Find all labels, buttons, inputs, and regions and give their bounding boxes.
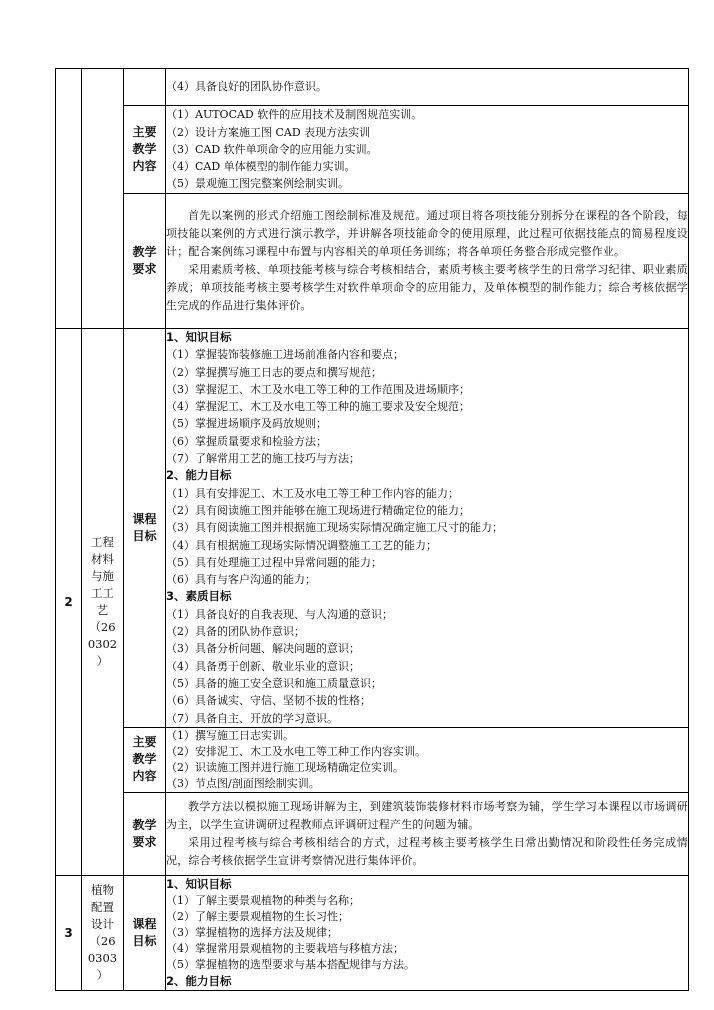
row-1-section-3 bbox=[56, 194, 689, 329]
row-2-section-2-label: 主要 教学 内容 bbox=[124, 727, 166, 792]
text-line: （2）具备的团队协作意识； bbox=[166, 625, 305, 639]
paragraph: 采用过程考核与综合考核相结合的方式，过程考核主要考核学生日常出勤情况和阶段性任务完成情况，综合考核依据学生宣讲考察情况进行集体评价。 bbox=[166, 835, 688, 867]
row-3-course-name: 植物 配置 设计 （26 0303 ） bbox=[82, 875, 124, 991]
row-2-section-1-body bbox=[166, 329, 689, 728]
text-line: （3）节点图/剖面图绘制实训。 bbox=[166, 776, 320, 790]
goal-heading: 2、能力目标 bbox=[166, 468, 232, 483]
row-2-section-2-body bbox=[166, 727, 689, 792]
row-1-course-name bbox=[82, 69, 124, 329]
row-1-section-3-label: 教学 要求 bbox=[124, 194, 166, 329]
text-line: （2）了解主要景观植物的生长习性； bbox=[166, 910, 349, 924]
text-line: （1）AUTOCAD 软件的应用技术及制图规范实训。 bbox=[166, 108, 423, 122]
text-line: （3）具有阅读施工图并根据施工现场实际情况确定施工尺寸的能力； bbox=[166, 521, 503, 535]
text-line: （4）掌握常用景观植物的主要栽培与移植方法； bbox=[166, 942, 404, 956]
text-line: （3）掌握泥工、木工及水电工等工种的工作范围及进场顺序； bbox=[166, 382, 470, 396]
row-2-section-1 bbox=[56, 329, 689, 728]
text-line: （1）具有安排泥工、木工及水电工等工种工作内容的能力； bbox=[166, 486, 459, 500]
text-line: （5）具备的施工安全意识和施工质量意识； bbox=[166, 676, 382, 690]
text-line: （2）识读施工图并进行施工现场精确定位实训。 bbox=[166, 760, 404, 774]
goal-heading: 1、知识目标 bbox=[166, 330, 232, 344]
text-line: （2）设计方案施工图 CAD 表现方法实训 bbox=[166, 125, 371, 139]
row-1-section-2-body bbox=[166, 106, 689, 194]
text-line: （6）掌握质量要求和检验方法； bbox=[166, 434, 327, 448]
text-line: （4）CAD 单体模型的制作能力实训。 bbox=[166, 160, 356, 174]
text-line: （1）了解主要景观植物的种类与名称； bbox=[166, 894, 360, 908]
text-line: （7）了解常用工艺的施工技巧与方法； bbox=[166, 452, 360, 466]
row-1-section-2 bbox=[56, 106, 689, 194]
paragraph: 采用素质考核、单项技能考核与综合考核相结合，素质考核主要考核学生的日常学习纪律、职业素质养成；单项技能考核主要考核学生对软件单项命令的应用能力，及单体模型的制作能力；综合考核依据学生完成的作品进行集体评价。 bbox=[166, 263, 688, 312]
text-line: （1）具备良好的自我表现、与人沟通的意识； bbox=[166, 607, 393, 621]
row-3-section-1-label: 课程 目标 bbox=[124, 875, 166, 991]
row-1-section-1 bbox=[56, 69, 689, 106]
text-line: （4）具有根据施工现场实际情况调整施工工艺的能力； bbox=[166, 538, 437, 552]
goal-heading: 2、能力目标 bbox=[166, 974, 232, 989]
goal-heading: 1、知识目标 bbox=[166, 876, 232, 891]
row-2-section-1-label: 课程 目标 bbox=[124, 329, 166, 728]
text-line: （1）撰写施工日志实训。 bbox=[166, 728, 294, 742]
text-line: （5）掌握植物的选型要求与基本搭配规律与方法。 bbox=[166, 958, 415, 972]
text-line: （6）具有与客户沟通的能力； bbox=[166, 573, 316, 587]
row-3-section-1-body bbox=[166, 875, 689, 991]
row-1-section-1-body bbox=[166, 69, 689, 106]
row-2-section-3-body bbox=[166, 792, 689, 875]
text-line: （4）具备良好的团队协作意识。 bbox=[166, 80, 327, 94]
row-2-section-2 bbox=[56, 727, 689, 792]
row-1-section-3-body bbox=[166, 194, 689, 329]
text-line: （2）具有阅读施工图并能够在施工现场进行精确定位的能力； bbox=[166, 503, 470, 517]
row-1-section-1-label bbox=[124, 69, 166, 106]
text-line: （3）具备分析问题、解决问题的意识； bbox=[166, 642, 360, 656]
text-line: （7）具备自主、开放的学习意识。 bbox=[166, 711, 338, 725]
text-line: （3）掌握植物的选择方法及规律； bbox=[166, 926, 338, 940]
row-2-section-3-label: 教学 要求 bbox=[124, 792, 166, 875]
row-3-number: 3 bbox=[56, 875, 82, 991]
text-line: （5）掌握进场顺序及码放规则； bbox=[166, 417, 327, 431]
text-line: （4）具备勇于创新、敬业乐业的意识； bbox=[166, 659, 360, 673]
curriculum-table bbox=[55, 68, 689, 991]
text-line: （1）掌握装饰装修施工进场前准备内容和要点； bbox=[166, 348, 404, 362]
goal-heading: 3、素质目标 bbox=[166, 589, 232, 604]
text-line: （6）具备诚实、守信、坚韧不拔的性格； bbox=[166, 694, 371, 708]
text-line: （3）CAD 软件单项命令的应用能力实训。 bbox=[166, 142, 378, 156]
row-1-number bbox=[56, 69, 82, 329]
text-line: （5）景观施工图完整案例绘制实训。 bbox=[166, 177, 349, 191]
row-2-course-name: 工程 材料 与施 工工 艺 （26 0302 ） bbox=[82, 329, 124, 876]
row-3-section-1 bbox=[56, 875, 689, 991]
row-1-section-2-label: 主要 教学 内容 bbox=[124, 106, 166, 194]
text-line: （2）安排泥工、木工及水电工等工种工作内容实训。 bbox=[166, 744, 426, 758]
row-2-number: 2 bbox=[56, 329, 82, 876]
text-line: （2）掌握撰写施工日志的要点和撰写规范； bbox=[166, 365, 382, 379]
text-line: （5）具有处理施工过程中异常问题的能力； bbox=[166, 555, 382, 569]
row-2-section-3 bbox=[56, 792, 689, 875]
text-line: （4）掌握泥工、木工及水电工等工种的施工要求及安全规范； bbox=[166, 400, 470, 414]
paragraph: 教学方法以模拟施工现场讲解为主，到建筑装饰装修材料市场考察为辅，学生学习本课程以市场调研为主，以学生宣讲调研过程教师点评调研过程产生的问题为辅。 bbox=[166, 799, 688, 831]
paragraph: 首先以案例的形式介绍施工图绘制标准及规范。通过项目将各项技能分别拆分在课程的各个阶段，每项技能以案例的方式进行演示教学，并讲解各项技能命令的使用原理，此过程可依据技能点的简易程度设计；配合案例练习课程中布置与内容相关的单项任务训练；将各单项任务整合形成完整作业。 bbox=[166, 209, 688, 258]
